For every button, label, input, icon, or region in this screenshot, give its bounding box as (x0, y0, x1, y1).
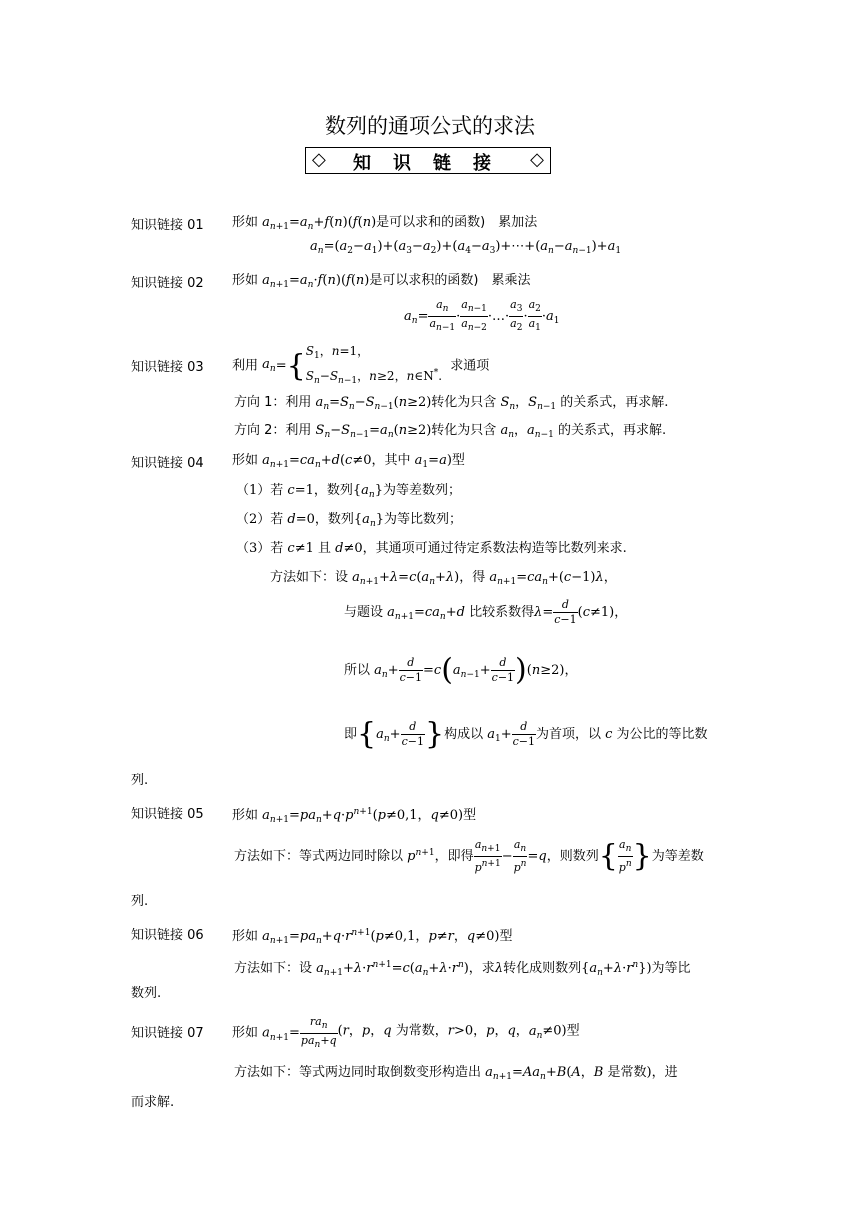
link-05-tail: 列. (131, 894, 149, 909)
link-06-heading: 形如 $a_{n+1}=pa_n+q\cdot r^{n+1}(p\ne 0,1$，p≠r，q≠0)型 (232, 928, 513, 946)
link-07-heading: 形如 $a_{n+1}=$ $\frac{ra_n}{pa_n+q}$ (r，p，q 为常数，r>0，p，q，$a_n\ne 0$)型 (232, 1015, 580, 1050)
section-banner (305, 147, 551, 174)
link-02-formula: $a_n=$ $\frac{a_n}{a_{n-1}}$ · $\frac{a_{n-1}}{a_{n-2}}$ ·…· $\frac{a_3}{a_2}$ · $\frac{a_2}{a_1}$ $\cdot a_1$ (404, 298, 560, 333)
link-03-heading: 利用 $a_n=\{S_1$，n=1， $S_n-S_{n-1}$，n≥2，n∈N*. 求通项 (232, 344, 490, 386)
link-04-line-5: 列. (131, 773, 149, 788)
link-06-tail: 数列. (131, 986, 162, 1001)
link-label-02: 知识链接 02 (131, 276, 204, 291)
link-label-06: 知识链接 06 (131, 928, 204, 943)
link-label-04: 知识链接 04 (131, 456, 204, 471)
link-01-formula: $a_n=(a_2-a_1)+(a_3-a_2)+(a_4-a_3)+\cdots+(a_n-a_{n-1})+a_1$ (310, 239, 622, 256)
diamond-right-icon: ◇ (530, 149, 544, 170)
link-label-07: 知识链接 07 (131, 1026, 204, 1041)
link-07-tail: 而求解. (131, 1095, 175, 1110)
link-04-line-4: 即{$a_n+$ $\frac{d}{c-1}$ }构成以 $a_1+$ $\frac{d}{c-1}$ 为首项，以 c 为公比的等比数 (344, 716, 708, 752)
link-02-heading: 形如 $a_{n+1}=a_n\cdot f(n)(f(n)$是可以求积的函数) 累乘法 (232, 273, 531, 290)
link-07-method: 方法如下：等式两边同时取倒数变形构造出 $a_{n+1}=Aa_n+B(A$，B 是常数)，进 (234, 1065, 678, 1082)
link-03-direction-1: 方向 1：利用 $a_n=S_n-S_{n-1}(n\ge 2)$转化为只含 $S_n$，$S_{n-1}$ 的关系式，再求解. (234, 395, 669, 412)
link-label-03: 知识链接 03 (131, 360, 204, 375)
link-label-05: 知识链接 05 (131, 807, 204, 822)
link-04-case-3: （3）若 c≠1 且 d≠0，其通项可通过待定系数法构造等比数列来求. (236, 541, 627, 556)
link-04-case-2: （2）若 d=0，数列$\{a_n\}$为等比数列； (236, 512, 463, 529)
link-06-method: 方法如下：设 $a_{n+1}+\lambda\cdot r^{n+1}=c(a_n+\lambda\cdot r^n)$，求λ转化成则数列$\{a_n+\lambda\cdot r^n\}$)为等比 (234, 960, 691, 978)
page-title: 数列的通项公式的求法 (325, 114, 535, 138)
diamond-left-icon: ◇ (312, 149, 326, 170)
link-05-heading: 形如 $a_{n+1}=pa_n+q\cdot p^{n+1}(p\ne 0,1$，q≠0)型 (232, 807, 477, 825)
banner-text: 知识链接 (353, 153, 513, 174)
link-04-method: 方法如下：设 $a_{n+1}+\lambda=c(a_n+\lambda)$，得 $a_{n+1}=ca_n+(c-1)\lambda$， (270, 570, 617, 587)
link-05-method: 方法如下：等式两边同时除以 $p^{n+1}$，即得 $\frac{a_{n+1}}{p^{n+1}}$ − $\frac{a_n}{p^n}$ =q，则数列{ $\frac{a_n}{p^n}$ }为等差数 (234, 838, 704, 874)
link-04-line-3: 所以 $a_n+$ $\frac{d}{c-1}$ $=c(a_{n-1}+$ $\frac{d}{c-1}$ )(n≥2)， (344, 652, 578, 688)
link-03-direction-2: 方向 2：利用 $S_n-S_{n-1}=a_n(n\ge 2)$转化为只含 $a_n$，$a_{n-1}$ 的关系式，再求解. (234, 423, 667, 440)
link-04-heading: 形如 $a_{n+1}=ca_n+d(c\ne 0$，其中 $a_1=a$)型 (232, 453, 465, 470)
link-01-heading: 形如 $a_{n+1}=a_n+f(n)(f(n)$是可以求和的函数) 累加法 (232, 215, 538, 232)
link-04-case-1: （1）若 c=1，数列$\{a_n\}$为等差数列； (236, 483, 461, 500)
link-04-line-2: 与题设 $a_{n+1}=ca_n+d$ 比较系数得λ= $\frac{d}{c-1}$ (c≠1)， (344, 598, 628, 626)
link-label-01: 知识链接 01 (131, 218, 204, 233)
